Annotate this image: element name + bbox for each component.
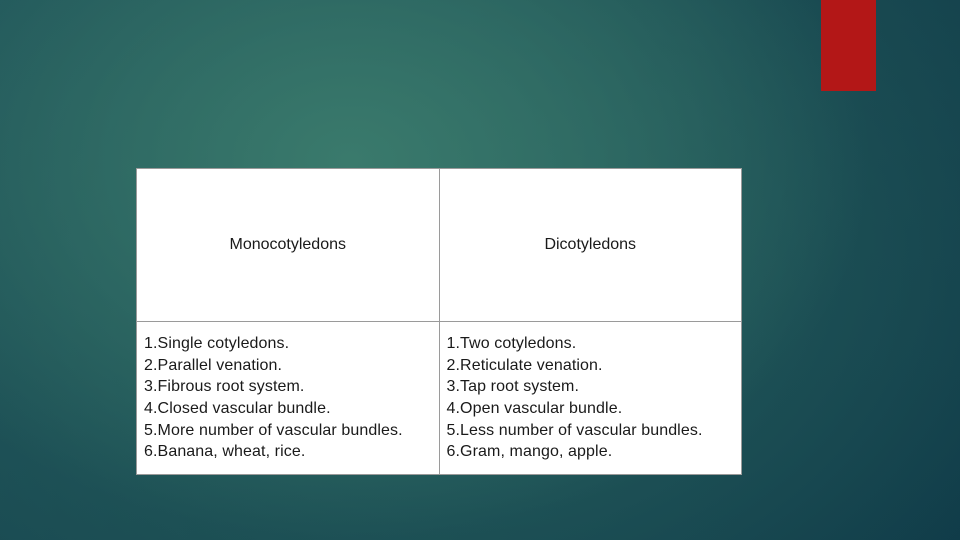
list-item: 2.Reticulate venation. [446, 356, 603, 374]
list-item: 4.Closed vascular bundle. [144, 400, 331, 417]
list-item: 3.Fibrous root system. [144, 378, 305, 396]
comparison-table [136, 168, 742, 475]
list-item: 6.Banana, wheat, rice. [144, 443, 306, 461]
accent-bar [821, 0, 876, 91]
list-item: 1.Two cotyledons. [446, 335, 577, 353]
list-item: 2.Parallel venation. [144, 356, 283, 374]
list-item: 5.Less number of vascular bundles. [446, 421, 703, 439]
monocot-traits-cell [137, 322, 440, 475]
list-item: 1.Single cotyledons. [144, 335, 290, 353]
list-item: 4.Open vascular bundle. [446, 400, 623, 417]
list-item: 5.More number of vascular bundles. [144, 421, 403, 439]
list-item: 6.Gram, mango, apple. [446, 443, 613, 461]
header-dicotyledons: Dicotyledons [439, 169, 742, 322]
table-header-row [137, 169, 742, 322]
header-monocotyledons: Monocotyledons [137, 169, 440, 322]
list-item: 3.Tap root system. [446, 378, 580, 396]
table-row [137, 322, 742, 475]
dicot-traits-cell [439, 322, 742, 475]
